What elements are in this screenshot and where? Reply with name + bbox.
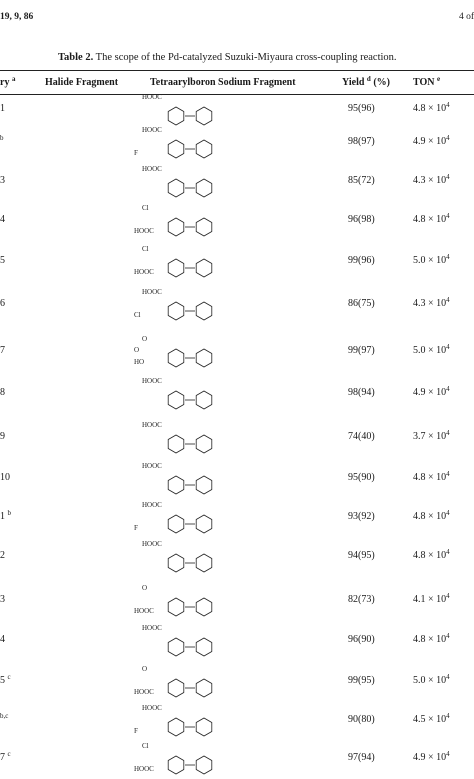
structure-drawing [128,498,240,538]
aryl-ring-boron [196,476,212,494]
aryl-ring-halide [168,349,184,367]
yield-cell: 97(94) [348,752,375,763]
table-caption-text: The scope of the Pd-catalyzed Suzuki-Miyaura cross-coupling reaction. [93,52,397,63]
entry-cell [0,714,8,725]
entry-cell [0,298,5,309]
aryl-ring-boron [196,679,212,697]
ton-mantissa: 4.8 [413,214,426,225]
substituent-label: HOOC [142,165,162,173]
structure-drawing [128,701,240,741]
page-header [0,12,474,26]
structure-drawing [128,162,240,202]
entry-cell [0,431,5,442]
ton-mantissa: 4.8 [413,634,426,645]
entry-number: 10 [0,472,10,483]
substituent-label: HOOC [142,501,162,509]
yield-cell: 95(96) [348,103,375,114]
structure-drawing [128,418,240,458]
ton-mantissa: 4.1 [413,594,426,605]
substituent-label: HOOC [134,268,154,276]
entry-number: 4 [0,634,5,645]
entry-cell [0,752,11,763]
table-label: Table 2. [58,52,94,63]
entry-cell [0,594,5,605]
substituent-label: F [134,727,138,735]
aryl-ring-halide [168,756,184,774]
substituent-label: O [142,665,148,673]
ton-cell: $5.0 \times 10^4$ [413,343,450,356]
ton-exponent: 4 [446,385,450,393]
substituent-label: HOOC [142,421,162,429]
entry-cell [0,511,11,522]
substituent-label: HOOC [142,704,162,712]
entry-number: 8 [0,387,5,398]
ton-cell: $4.9 \times 10^4$ [413,750,450,763]
aryl-ring-halide [168,259,184,277]
aryl-ring-halide [168,435,184,453]
substituent-label: F [134,524,138,532]
aryl-ring-halide [168,476,184,494]
entry-cell [0,255,5,266]
entry-number: 7 [0,752,5,763]
structure-drawing [128,537,240,577]
ton-exponent: 4 [446,592,450,600]
yield-cell: 94(95) [348,550,375,561]
entry-cell [0,634,5,645]
aryl-ring-boron [196,349,212,367]
entry-number: 3 [0,175,5,186]
yield-cell: 86(75) [348,298,375,309]
substituent-label: HOOC [142,624,162,632]
ton-exponent: 4 [446,470,450,478]
entry-number: 2 [0,550,5,561]
yield-cell: 95(90) [348,472,375,483]
substituent-label: HOOC [142,126,162,134]
ton-exponent: 4 [446,712,450,720]
entry-number: 1 [0,103,5,114]
yield-cell: 96(98) [348,214,375,225]
ton-mantissa: 4.8 [413,103,426,114]
ton-cell: $4.5 \times 10^4$ [413,712,450,725]
ton-mantissa: 5.0 [413,345,426,356]
substituent-label: Cl [134,311,141,319]
aryl-ring-halide [168,515,184,533]
ton-cell: $5.0 \times 10^4$ [413,673,450,686]
page-number: 4 of [458,12,474,22]
journal-citation: 19, 9, 86 [0,12,34,22]
aryl-ring-boron [196,598,212,616]
structure-drawing [128,242,240,282]
aryl-ring-boron [196,391,212,409]
entry-number: 4 [0,214,5,225]
entry-cell [0,214,5,225]
ton-cell: $4.8 \times 10^4$ [413,212,450,225]
substituent-label: HOOC [134,227,154,235]
entry-number: 7 [0,345,5,356]
aryl-ring-halide [168,638,184,656]
col-halide: Halide Fragment [45,77,119,88]
ton-exponent: 4 [446,212,450,220]
aryl-ring-boron [196,302,212,320]
structure-drawing [128,459,240,499]
aryl-ring-halide [168,554,184,572]
aryl-ring-halide [168,302,184,320]
aryl-ring-boron [196,259,212,277]
aryl-ring-boron [196,140,212,158]
entry-footnote: b [0,134,4,142]
aryl-ring-boron [196,638,212,656]
entry-cell [0,136,4,147]
structure-drawing [128,621,240,661]
yield-cell: 90(80) [348,714,375,725]
ton-mantissa: 4.8 [413,550,426,561]
ton-cell: $4.8 \times 10^4$ [413,632,450,645]
substituent-label: O [142,335,148,343]
col-tetraarylboron: Tetraarylboron Sodium Fragment [150,77,296,88]
substituent-label: HOOC [134,607,154,615]
aryl-ring-boron [196,756,212,774]
ton-cell: $4.9 \times 10^4$ [413,134,450,147]
aryl-ring-boron [196,218,212,236]
entry-footnote: c [7,673,11,681]
ton-exponent: 4 [446,509,450,517]
entry-footnote: b [7,509,11,517]
structure-drawing [128,374,240,414]
aryl-ring-boron [196,718,212,736]
ton-exponent: 4 [446,173,450,181]
ton-cell: $4.8 \times 10^4$ [413,101,450,114]
yield-cell: 98(97) [348,136,375,147]
ton-cell: $5.0 \times 10^4$ [413,253,450,266]
ton-exponent: 4 [446,134,450,142]
yield-cell: 99(95) [348,675,375,686]
aryl-ring-halide [168,218,184,236]
aryl-ring-halide [168,179,184,197]
ton-exponent: 4 [446,632,450,640]
aryl-ring-halide [168,140,184,158]
ton-exponent: 4 [446,253,450,261]
substituent-label: O [142,584,148,592]
entry-cell [0,550,5,561]
col-ton: TON $^e$ [413,75,441,88]
yield-cell: 96(90) [348,634,375,645]
substituent-label: HOOC [142,93,162,101]
entry-footnote: c [7,750,11,758]
aryl-ring-halide [168,391,184,409]
ton-exponent: 4 [446,750,450,758]
entry-number: 6 [0,298,5,309]
ton-cell: $4.9 \times 10^4$ [413,385,450,398]
entry-cell [0,175,5,186]
ton-cell: $4.8 \times 10^4$ [413,509,450,522]
structure-drawing [128,123,240,163]
entry-cell [0,387,5,398]
structure-drawing [128,332,240,372]
entry-number: 9 [0,431,5,442]
entry-cell [0,345,5,356]
ton-cell: $3.7 \times 10^4$ [413,429,450,442]
ton-mantissa: 4.3 [413,175,426,186]
yield-cell: 99(96) [348,255,375,266]
structure-drawing [128,581,240,621]
structure-drawing [128,662,240,702]
ton-cell: $4.3 \times 10^4$ [413,173,450,186]
substituent-label: O [134,346,140,354]
ton-exponent: 4 [446,296,450,304]
yield-cell: 98(94) [348,387,375,398]
structure-drawing [128,739,240,779]
ton-mantissa: 3.7 [413,431,426,442]
ton-mantissa: 4.9 [413,752,426,763]
ton-mantissa: 4.5 [413,714,426,725]
substituent-label: HOOC [142,540,162,548]
yield-cell: 85(72) [348,175,375,186]
table-top-rule [0,70,474,71]
col-yield: Yield $^d$ (%) [342,75,390,88]
yield-cell: 74(40) [348,431,375,442]
entry-number: 5 [0,255,5,266]
ton-mantissa: 4.8 [413,511,426,522]
entry-number: 5 [0,675,5,686]
ton-mantissa: 5.0 [413,255,426,266]
ton-cell: $4.1 \times 10^4$ [413,592,450,605]
entry-cell [0,103,5,114]
yield-cell: 82(73) [348,594,375,605]
substituent-label: F [134,149,138,157]
ton-mantissa: 4.8 [413,472,426,483]
entry-number: 3 [0,594,5,605]
ton-mantissa: 5.0 [413,675,426,686]
ton-exponent: 4 [446,429,450,437]
ton-exponent: 4 [446,673,450,681]
entry-cell [0,675,11,686]
aryl-ring-halide [168,679,184,697]
ton-mantissa: 4.9 [413,136,426,147]
yield-cell: 93(92) [348,511,375,522]
substituent-label: HOOC [142,288,162,296]
ton-cell: $4.8 \times 10^4$ [413,548,450,561]
aryl-ring-halide [168,598,184,616]
yield-cell: 99(97) [348,345,375,356]
substituent-label: HOOC [142,462,162,470]
ton-cell: $4.3 \times 10^4$ [413,296,450,309]
entry-cell [0,472,10,483]
aryl-ring-boron [196,515,212,533]
ton-cell: $4.8 \times 10^4$ [413,470,450,483]
substituent-label: Cl [142,204,149,212]
structure-drawing [128,201,240,241]
entry-footnote: b,c [0,712,9,720]
table-caption [58,52,397,63]
ton-exponent: 4 [446,101,450,109]
aryl-ring-boron [196,179,212,197]
substituent-label: HO [134,358,145,366]
ton-mantissa: 4.3 [413,298,426,309]
entry-number: 1 [0,511,5,522]
substituent-label: HOOC [142,377,162,385]
substituent-label: Cl [142,245,149,253]
col-entry: ry $^a$ [0,75,16,88]
ton-mantissa: 4.9 [413,387,426,398]
aryl-ring-halide [168,718,184,736]
structure-drawing [128,285,240,325]
substituent-label: HOOC [134,765,154,773]
substituent-label: Cl [142,742,149,750]
aryl-ring-boron [196,554,212,572]
ton-exponent: 4 [446,343,450,351]
aryl-ring-boron [196,435,212,453]
ton-exponent: 4 [446,548,450,556]
substituent-label: HOOC [134,688,154,696]
